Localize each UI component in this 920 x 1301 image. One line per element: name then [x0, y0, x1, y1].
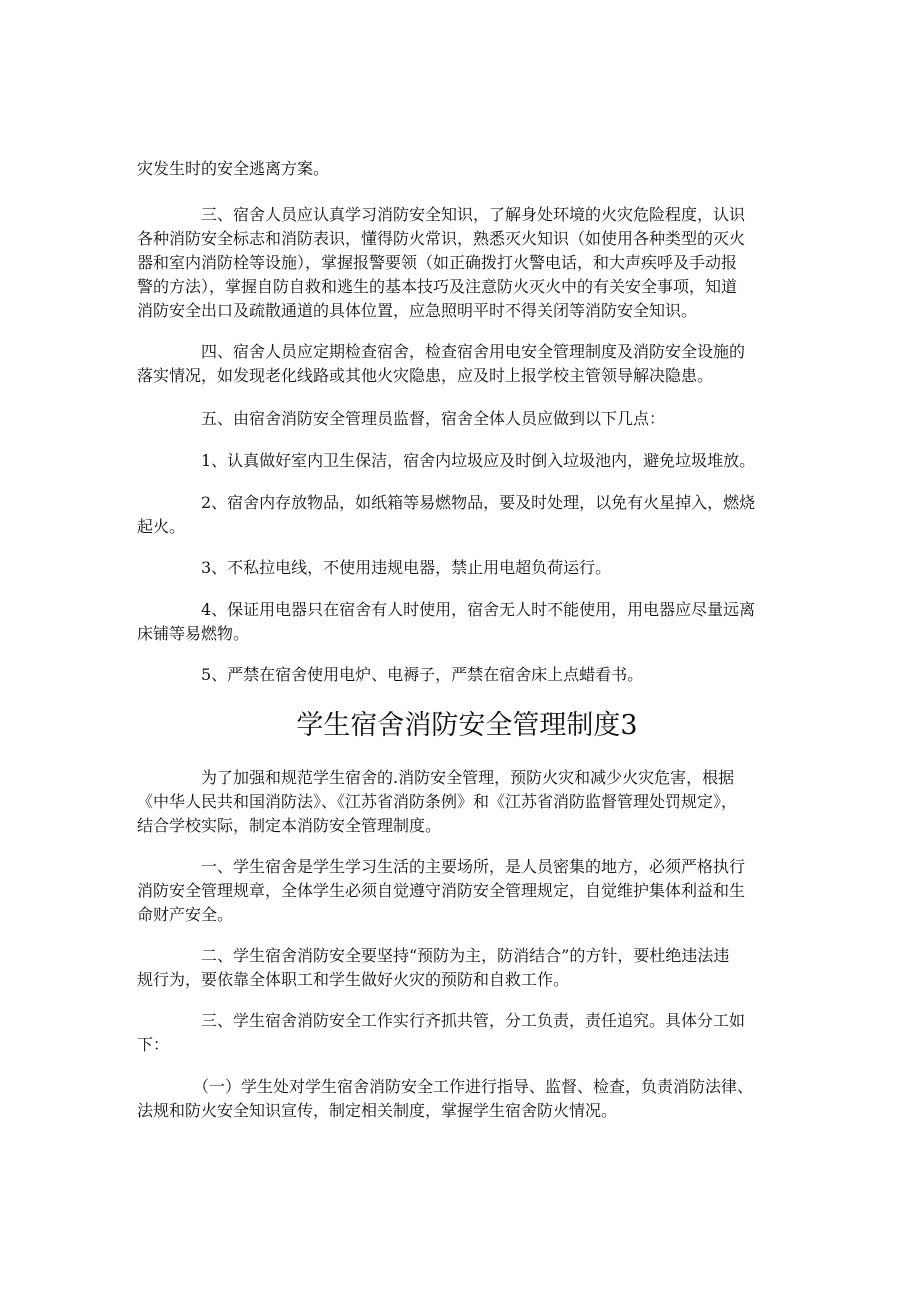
- paragraph-line: 三、学生宿舍消防安全工作实行齐抓共管，分工负责，责任追究。具体分工如: [137, 1011, 746, 1030]
- paragraph-line: 5、严禁在宿舍使用电炉、电褥子，严禁在宿舍床上点蜡看书。: [137, 665, 644, 684]
- paragraph-line: （一）学生处对学生宿舍消防安全工作进行指导、监督、检查，负责消防法律、: [137, 1077, 754, 1096]
- paragraph: [137, 598, 797, 646]
- paragraph: [137, 340, 797, 388]
- paragraph-line: 4、保证用电器只在宿舍有人时使用，宿舍无人时不能使用，用电器应尽量远离: [137, 600, 756, 619]
- paragraph: [137, 855, 797, 927]
- section-heading: 学生宿舍消防安全管理制度3: [296, 710, 638, 741]
- paragraph-line: 二、学生宿舍消防安全要坚持“预防为主，防消结合”的方针，要杜绝违法违: [137, 946, 730, 965]
- paragraph: [137, 944, 797, 992]
- paragraph-line: 消防安全出口及疏散通道的具体位置，应急照明平时不得关闭等消防安全知识。: [137, 301, 698, 320]
- paragraph-line: 三、宿舍人员应认真学习消防安全知识，了解身处环境的火灾危险程度，认识: [137, 205, 746, 224]
- paragraph: [137, 1009, 797, 1057]
- paragraph-line: 下：: [137, 1035, 170, 1054]
- paragraph-line: 一、学生宿舍是学生学习生活的主要场所，是人员密集的地方，必须严格执行: [137, 857, 746, 876]
- paragraph-line: 各种消防安全标志和消防表识，懂得防火常识，熟悉灭火知识（如使用各种类型的灭火: [137, 229, 746, 248]
- paragraph-line: 器和室内消防栓等设施），掌握报警要领（如正确拨打火警电话，和大声疾呼及手动报: [137, 253, 738, 272]
- paragraph-line: 灾发生时的安全逃离方案。: [137, 159, 330, 178]
- paragraph-line: 起火。: [137, 517, 186, 536]
- paragraph: [137, 491, 797, 539]
- paragraph: [137, 663, 797, 687]
- paragraph-line: 警的方法），掌握自防自救和逃生的基本技巧及注意防火灭火中的有关安全事项，知道: [137, 277, 738, 296]
- paragraph-line: 命财产安全。: [137, 905, 234, 924]
- paragraph-line: 规行为，要依靠全体职工和学生做好火灾的预防和自救工作。: [137, 970, 570, 989]
- paragraph-line: 2、宿舍内存放物品，如纸箱等易燃物品，要及时处理，以免有火星掉入，燃烧: [137, 493, 756, 512]
- paragraph-line: 四、宿舍人员应定期检查宿舍，检查宿舍用电安全管理制度及消防安全设施的: [137, 342, 746, 361]
- paragraph: [137, 157, 797, 181]
- paragraph-line: 3、不私拉电线，不使用违规电器，禁止用电超负荷运行。: [137, 558, 612, 577]
- paragraph-line: 结合学校实际，制定本消防安全管理制度。: [137, 816, 442, 835]
- paragraph: [137, 766, 797, 838]
- paragraph: [137, 556, 797, 580]
- paragraph: [137, 407, 797, 431]
- paragraph-line: 为了加强和规范学生宿舍的.消防安全管理，预防火灾和减少火灾危害，根据: [137, 768, 735, 787]
- paragraph: [137, 1075, 797, 1123]
- paragraph-line: 1、认真做好室内卫生保洁，宿舍内垃圾应及时倒入垃圾池内，避免垃圾堆放。: [137, 451, 756, 470]
- paragraph: [137, 203, 797, 323]
- paragraph-line: 《中华人民共和国消防法》、《江苏省消防条例》和《江苏省消防监督管理处罚规定》，: [137, 792, 738, 811]
- paragraph-line: 消防安全管理规章，全体学生必须自觉遵守消防安全管理规定，自觉维护集体利益和生: [137, 881, 746, 900]
- paragraph-line: 法规和防火安全知识宣传，制定相关制度，掌握学生宿舍防火情况。: [137, 1101, 618, 1120]
- paragraph-line: 床铺等易燃物。: [137, 624, 250, 643]
- paragraph-line: 五、由宿舍消防安全管理员监督，宿舍全体人员应做到以下几点：: [137, 409, 666, 428]
- paragraph: [137, 449, 797, 473]
- paragraph-line: 落实情况，如发现老化线路或其他火灾隐患，应及时上报学校主管领导解决隐患。: [137, 366, 714, 385]
